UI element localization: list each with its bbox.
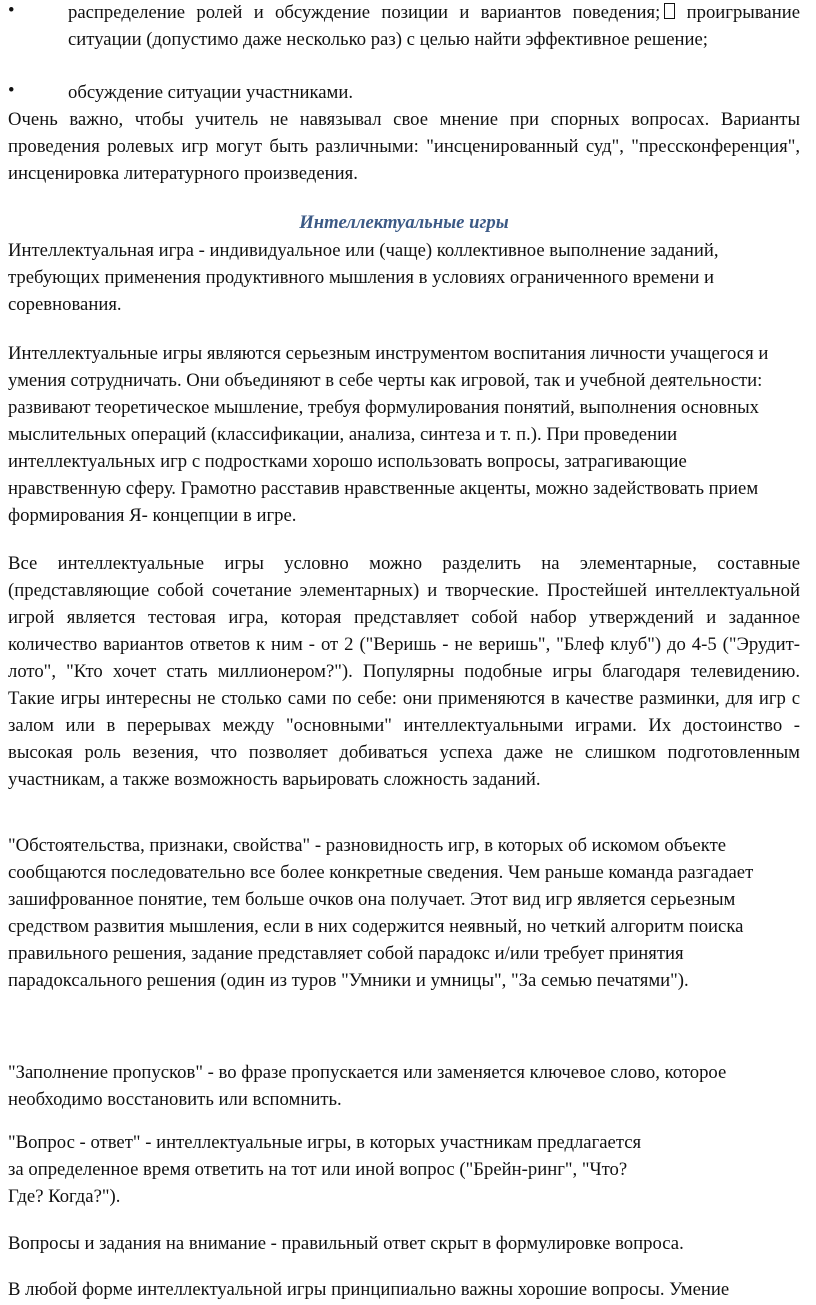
bullet-text: обсуждение ситуации участниками. bbox=[68, 82, 354, 103]
paragraph-attention: Вопросы и задания на внимание - правильный ответ скрыт в формулировке вопроса. bbox=[8, 1233, 684, 1254]
text-line: Где? Когда?"). bbox=[8, 1186, 121, 1207]
text-line: "Вопрос - ответ" - интеллектуальные игры, в которых участникам предлагается bbox=[8, 1132, 642, 1153]
paragraph-question-answer bbox=[8, 1129, 800, 1210]
paragraph-fill-gaps: "Заполнение пропусков" - во фразе пропускается или заменяется ключевое слово, которое необходимо восстановить или вспомнить. bbox=[8, 1062, 727, 1110]
paragraph-classification: Все интеллектуальные игры условно можно разделить на элементарные, составные (представляющие собой сочетание элементарных) и творческие. Простейшей интеллектуальной игрой является тестовая игра, которая представляет собой набор утверждений и заданное количество вариантов ответов к ним - от 2 ("Веришь - не веришь", "Блеф клуб") до 4-5 ("Эрудит- лото", "Кто хочет стать миллионером?"). Популярны подобные игры благодаря телевидению. Такие игры интересны не столько сами по себе: они применяются в качестве разминки, для игр с залом или в перерывах между "основными" интеллектуальными играми. Их достоинство - высокая роль везения, что позволяет добиваться успеха даже не слишком подготовленным участникам, а также возможность варьировать сложность заданий. bbox=[8, 553, 800, 790]
paragraph-circumstances: "Обстоятельства, признаки, свойства" - разновидность игр, в которых об искомом объекте сообщаются последовательно все более конкретные сведения. Чем раньше команда разгадает зашифрованное понятие, тем больше очков она получает. Этот вид игр является серьезным средством развития мышления, если в них содержится неявный, но четкий алгоритм поиска правильного решения, задание представляет собой парадокс и/или требует принятия парадоксального решения (один из туров "Умники и умницы", "За семью печатями"). bbox=[8, 835, 754, 991]
section-heading: Интеллектуальные игры bbox=[299, 212, 509, 233]
bullet-marker: • bbox=[8, 0, 15, 21]
paragraph-roleplay-variants: Очень важно, чтобы учитель не навязывал свое мнение при спорных вопросах. Варианты проведения ролевых игр могут быть различными: "инсценированный суд", "прессконференция", инсценировка литературного произведения. bbox=[8, 109, 800, 184]
bullet-marker: • bbox=[8, 80, 15, 101]
paragraph-good-questions: В любой форме интеллектуальной игры принципиально важны хорошие вопросы. Умение bbox=[8, 1279, 730, 1300]
bullet-text-main: распределение ролей и обсуждение позиции и вариантов поведения; bbox=[68, 2, 661, 23]
text-line: за определенное время ответить на тот или иной вопрос ("Брейн-ринг", "Что? bbox=[8, 1159, 628, 1180]
paragraph-definition: Интеллектуальная игра - индивидуальное или (чаще) коллективное выполнение заданий, требующих применения продуктивного мышления в условиях ограниченного времени и соревнования. bbox=[8, 240, 719, 315]
paragraph-importance: Интеллектуальные игры являются серьезным инструментом воспитания личности учащегося и умения сотрудничать. Они объединяют в себе черты как игровой, так и учебной деятельности: развивают теоретическое мышление, требуя формулирования понятий, выполнения основных мыслительных операций (классификации, анализа, синтеза и т. п.). При проведении интеллектуальных игр с подростками хорошо использовать вопросы, затрагивающие нравственную сферу. Грамотно расставив нравственные акценты, можно задействовать прием формирования Я- концепции в игре. bbox=[8, 343, 769, 526]
missing-glyph-box-icon bbox=[664, 3, 675, 19]
bullet-text-continuation: проигрывание ситуации (допустимо даже несколько раз) с целью найти эффективное решение; bbox=[68, 2, 801, 50]
bullet-text bbox=[68, 0, 800, 53]
